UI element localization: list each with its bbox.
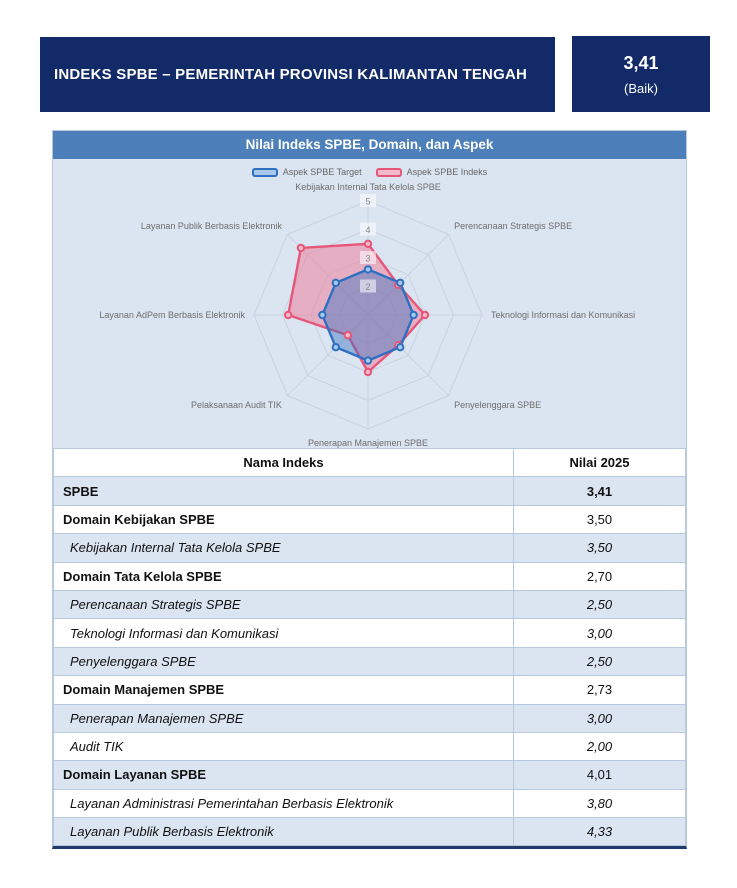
table-header-row — [54, 449, 686, 477]
radar-point-marker — [422, 312, 428, 318]
index-name-cell: Teknologi Informasi dan Komunikasi — [54, 619, 514, 647]
radar-axis-label: Kebijakan Internal Tata Kelola SPBE — [295, 182, 441, 192]
radar-point-marker — [410, 312, 416, 318]
radar-point-marker — [333, 344, 339, 350]
index-value-cell: 2,50 — [514, 590, 686, 618]
index-name-cell: SPBE — [54, 477, 514, 505]
table-row — [54, 590, 686, 618]
legend-item-indeks[interactable] — [376, 167, 488, 177]
page-title: INDEKS SPBE – PEMERINTAH PROVINSI KALIMANTAN TENGAH — [54, 65, 528, 83]
radar-tick-label: 4 — [365, 225, 371, 235]
table-row — [54, 562, 686, 590]
index-value-cell: 3,00 — [514, 704, 686, 732]
radar-axis-label: Penerapan Manajemen SPBE — [307, 438, 429, 448]
index-value-cell: 2,73 — [514, 676, 686, 704]
radar-point-marker — [298, 245, 304, 251]
index-value-cell: 4,33 — [514, 818, 686, 846]
index-name-cell: Domain Kebijakan SPBE — [54, 505, 514, 533]
radar-axis-label: Layanan Publik Berbasis Elektronik — [140, 220, 282, 231]
index-table — [53, 448, 686, 846]
index-value-cell: 3,00 — [514, 619, 686, 647]
index-name-cell: Layanan Administrasi Pemerintahan Berbasis Elektronik — [54, 789, 514, 817]
index-value-cell: 2,00 — [514, 732, 686, 760]
index-value-cell: 3,41 — [514, 477, 686, 505]
table-row — [54, 619, 686, 647]
radar-tick-label: 3 — [365, 253, 371, 264]
radar-point-marker — [333, 280, 339, 286]
table-row — [54, 477, 686, 505]
radar-point-marker — [397, 280, 403, 286]
radar-point-marker — [365, 369, 371, 375]
panel-title: Nilai Indeks SPBE, Domain, dan Aspek — [53, 131, 686, 159]
radar-tick-label: 2 — [365, 282, 371, 292]
index-value-cell: 3,50 — [514, 534, 686, 562]
header-bar — [40, 37, 555, 112]
radar-axis-label: Penyelenggara SPBE — [454, 400, 542, 411]
index-value-cell: 3,80 — [514, 789, 686, 817]
radar-axis-label: Pelaksanaan Audit TIK — [190, 400, 282, 411]
index-value-cell: 4,01 — [514, 761, 686, 789]
radar-point-marker — [365, 266, 371, 272]
radar-chart-area — [53, 159, 686, 448]
radar-point-marker — [345, 332, 351, 338]
index-name-cell: Penerapan Manajemen SPBE — [54, 704, 514, 732]
score-value: 3,41 — [623, 52, 659, 73]
radar-point-marker — [365, 357, 371, 363]
legend-item-target[interactable] — [252, 167, 362, 177]
radar-axis-label: Layanan AdPem Berbasis Elektronik — [99, 310, 245, 320]
legend-label: Aspek SPBE Indeks — [406, 167, 488, 177]
legend-swatch-icon — [376, 168, 402, 177]
index-name-cell: Perencanaan Strategis SPBE — [54, 590, 514, 618]
table-row — [54, 761, 686, 789]
score-grade-label: (Baik) — [624, 80, 658, 96]
legend-swatch-icon — [252, 168, 278, 177]
table-row — [54, 505, 686, 533]
index-name-cell: Domain Layanan SPBE — [54, 761, 514, 789]
table-row — [54, 676, 686, 704]
table-row — [54, 789, 686, 817]
chart-legend — [53, 167, 686, 177]
radar-axis-label: Perencanaan Strategis SPBE — [454, 220, 573, 231]
index-value-cell: 2,50 — [514, 647, 686, 675]
radar-point-marker — [365, 241, 371, 247]
radar-axis-label: Teknologi Informasi dan Komunikasi — [491, 310, 636, 320]
column-header-nilai-2025: Nilai 2025 — [514, 449, 686, 477]
index-name-cell: Audit TIK — [54, 732, 514, 760]
radar-point-marker — [397, 344, 403, 350]
legend-label: Aspek SPBE Target — [282, 167, 362, 177]
score-box — [572, 36, 710, 112]
table-row — [54, 647, 686, 675]
index-name-cell: Layanan Publik Berbasis Elektronik — [54, 818, 514, 846]
column-header-nama-indeks: Nama Indeks — [54, 449, 514, 477]
table-row — [54, 534, 686, 562]
index-name-cell: Domain Manajemen SPBE — [54, 676, 514, 704]
radar-tick-label: 5 — [365, 196, 371, 207]
index-name-cell: Penyelenggara SPBE — [54, 647, 514, 675]
radar-point-marker — [285, 312, 291, 318]
radar-point-marker — [319, 312, 325, 318]
table-row — [54, 818, 686, 846]
index-value-cell: 3,50 — [514, 505, 686, 533]
table-row — [54, 732, 686, 760]
radar-chart — [53, 159, 688, 448]
index-value-cell: 2,70 — [514, 562, 686, 590]
index-name-cell: Domain Tata Kelola SPBE — [54, 562, 514, 590]
table-row — [54, 704, 686, 732]
spbe-panel — [52, 130, 687, 849]
index-name-cell: Kebijakan Internal Tata Kelola SPBE — [54, 534, 514, 562]
